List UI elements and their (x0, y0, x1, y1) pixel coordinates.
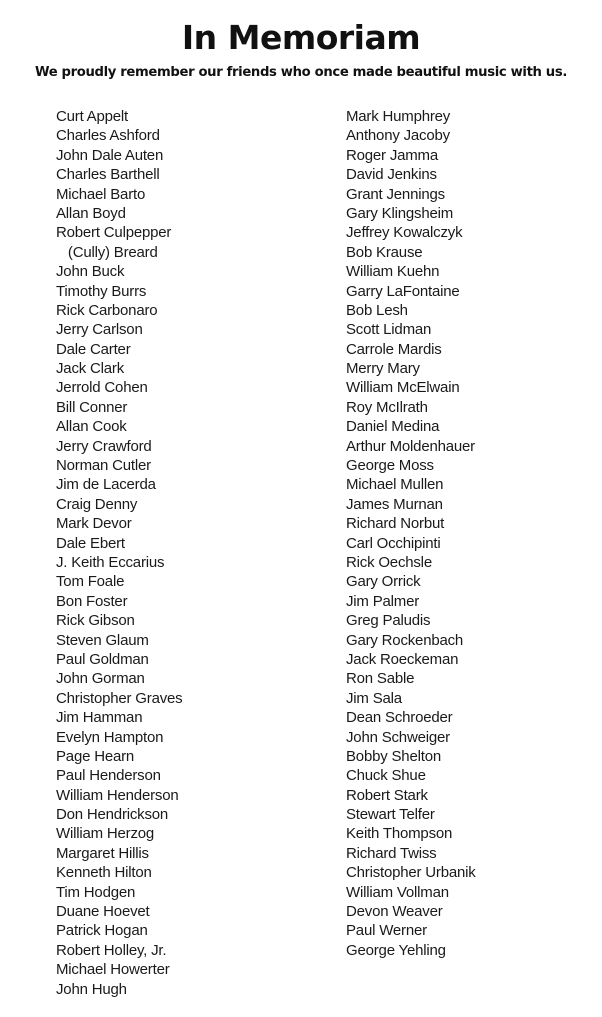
name-list-item: Dean Schroeder (346, 709, 453, 727)
name-list-item: Anthony Jacoby (346, 127, 450, 145)
name-list-item: Paul Henderson (56, 767, 161, 785)
name-list-item: Gary Rockenbach (346, 631, 464, 649)
name-list-item: Tim Hodgen (56, 883, 136, 901)
name-list-item: Mark Devor (56, 515, 132, 533)
name-list-item: John Dale Auten (56, 146, 164, 164)
name-list-item: Charles Barthell (56, 166, 160, 184)
name-list-item: William Vollman (346, 883, 449, 901)
name-list-item: Robert Culpepper (56, 224, 172, 242)
name-list-item: Carl Occhipinti (346, 534, 441, 552)
name-list-item: John Buck (56, 263, 125, 281)
name-list-item: Jim Palmer (346, 592, 420, 610)
name-list-item: James Murnan (346, 495, 443, 513)
name-list-item: John Schweiger (346, 728, 450, 746)
name-list-item: Jim Sala (346, 689, 402, 707)
name-list-item: Allan Boyd (56, 204, 126, 222)
name-list-item: William Henderson (56, 786, 179, 804)
name-list-item: Patrick Hogan (56, 922, 148, 940)
name-list-item: Chuck Shue (346, 767, 426, 785)
name-list-item: Merry Mary (346, 360, 420, 378)
name-list-item: Arthur Moldenhauer (346, 437, 475, 455)
name-list-item: Jim de Lacerda (56, 476, 156, 494)
name-list-item: Richard Norbut (346, 515, 445, 533)
name-list-item: Bob Krause (346, 243, 423, 261)
name-list-item: Mark Humphrey (346, 108, 451, 125)
name-list-item: Norman Cutler (56, 457, 151, 475)
name-list-item: William Herzog (56, 825, 155, 843)
name-list-item: Steven Glaum (56, 631, 149, 649)
name-list-item: Robert Stark (346, 786, 428, 804)
name-list-item: Richard Twiss (346, 844, 437, 862)
name-list-item: Michael Mullen (346, 476, 444, 494)
name-list-item: Garry LaFontaine (346, 282, 460, 300)
name-list-item: Jack Roeckeman (346, 650, 459, 668)
name-list-item: Roger Jamma (346, 146, 438, 164)
name-list-item: Keith Thompson (346, 825, 453, 843)
name-list-item: Jim Hamman (56, 709, 143, 727)
name-list-item: Michael Howerter (56, 961, 170, 979)
name-list-item: Stewart Telfer (346, 806, 435, 824)
name-list-item: (Cully) Breard (56, 243, 158, 261)
name-list-item: Devon Weaver (346, 903, 443, 921)
name-list-item: George Yehling (346, 941, 446, 959)
name-list-item: Rick Oechsle (346, 553, 432, 571)
name-list-item: William McElwain (346, 379, 460, 397)
name-list-item: David Jenkins (346, 166, 437, 184)
names-column-left (56, 107, 326, 999)
name-list-item: Christopher Urbanik (346, 864, 476, 882)
name-list-item: Christopher Graves (56, 689, 183, 707)
name-list-item: Ron Sable (346, 670, 415, 688)
name-list-item: Gary Klingsheim (346, 204, 454, 222)
name-list-item: George Moss (346, 457, 434, 475)
name-list-item: J. Keith Eccarius (56, 553, 165, 571)
name-list-item: Margaret Hillis (56, 844, 149, 862)
name-list-item: Evelyn Hampton (56, 728, 164, 746)
name-list-item: Jack Clark (56, 360, 125, 378)
name-list-item: Daniel Medina (346, 418, 440, 436)
name-list-item: Allan Cook (56, 418, 127, 436)
name-list-item: Greg Paludis (346, 612, 431, 630)
name-list-item: John Gorman (56, 670, 145, 688)
name-list-item: Duane Hoevet (56, 903, 150, 921)
name-list-item: Timothy Burrs (56, 282, 147, 300)
name-list-item: Rick Gibson (56, 612, 135, 630)
name-list-item: Bon Foster (56, 592, 128, 610)
name-list-item: Jerry Crawford (56, 437, 152, 455)
name-list-item: Carrole Mardis (346, 340, 442, 358)
name-list-item: Tom Foale (56, 573, 125, 591)
name-list-item: Kenneth Hilton (56, 864, 152, 882)
name-list-item: Grant Jennings (346, 185, 445, 203)
page-subtitle: We proudly remember our friends who once made beautiful music with us. (34, 65, 568, 80)
name-list-item: Michael Barto (56, 185, 146, 203)
name-list-item: Roy McIlrath (346, 398, 428, 416)
name-list-item: Charles Ashford (56, 127, 160, 145)
name-list-item: Scott Lidman (346, 321, 432, 339)
name-list-item: Jerry Carlson (56, 321, 143, 339)
name-list-item: Bob Lesh (346, 301, 408, 319)
name-list-item: Paul Goldman (56, 650, 149, 668)
name-list-item: Jeffrey Kowalczyk (346, 224, 463, 242)
name-list-item: Robert Holley, Jr. (56, 941, 167, 959)
name-list-item: Paul Werner (346, 922, 427, 940)
name-list-item: Don Hendrickson (56, 806, 169, 824)
name-list-item: Rick Carbonaro (56, 301, 158, 319)
name-list-item: Jerrold Cohen (56, 379, 148, 397)
name-list-item: Page Hearn (56, 747, 135, 765)
page-title: In Memoriam (181, 18, 421, 57)
name-list-item: Dale Ebert (56, 534, 125, 552)
name-list-item: John Hugh (56, 980, 127, 998)
name-list-item: Gary Orrick (346, 573, 421, 591)
name-list-item: William Kuehn (346, 263, 440, 281)
name-list-item: Dale Carter (56, 340, 131, 358)
names-column-right (346, 107, 596, 960)
name-list-item: Craig Denny (56, 495, 138, 513)
name-list-item: Bill Conner (56, 398, 128, 416)
name-list-item: Bobby Shelton (346, 747, 441, 765)
name-list-item: Curt Appelt (56, 108, 129, 125)
